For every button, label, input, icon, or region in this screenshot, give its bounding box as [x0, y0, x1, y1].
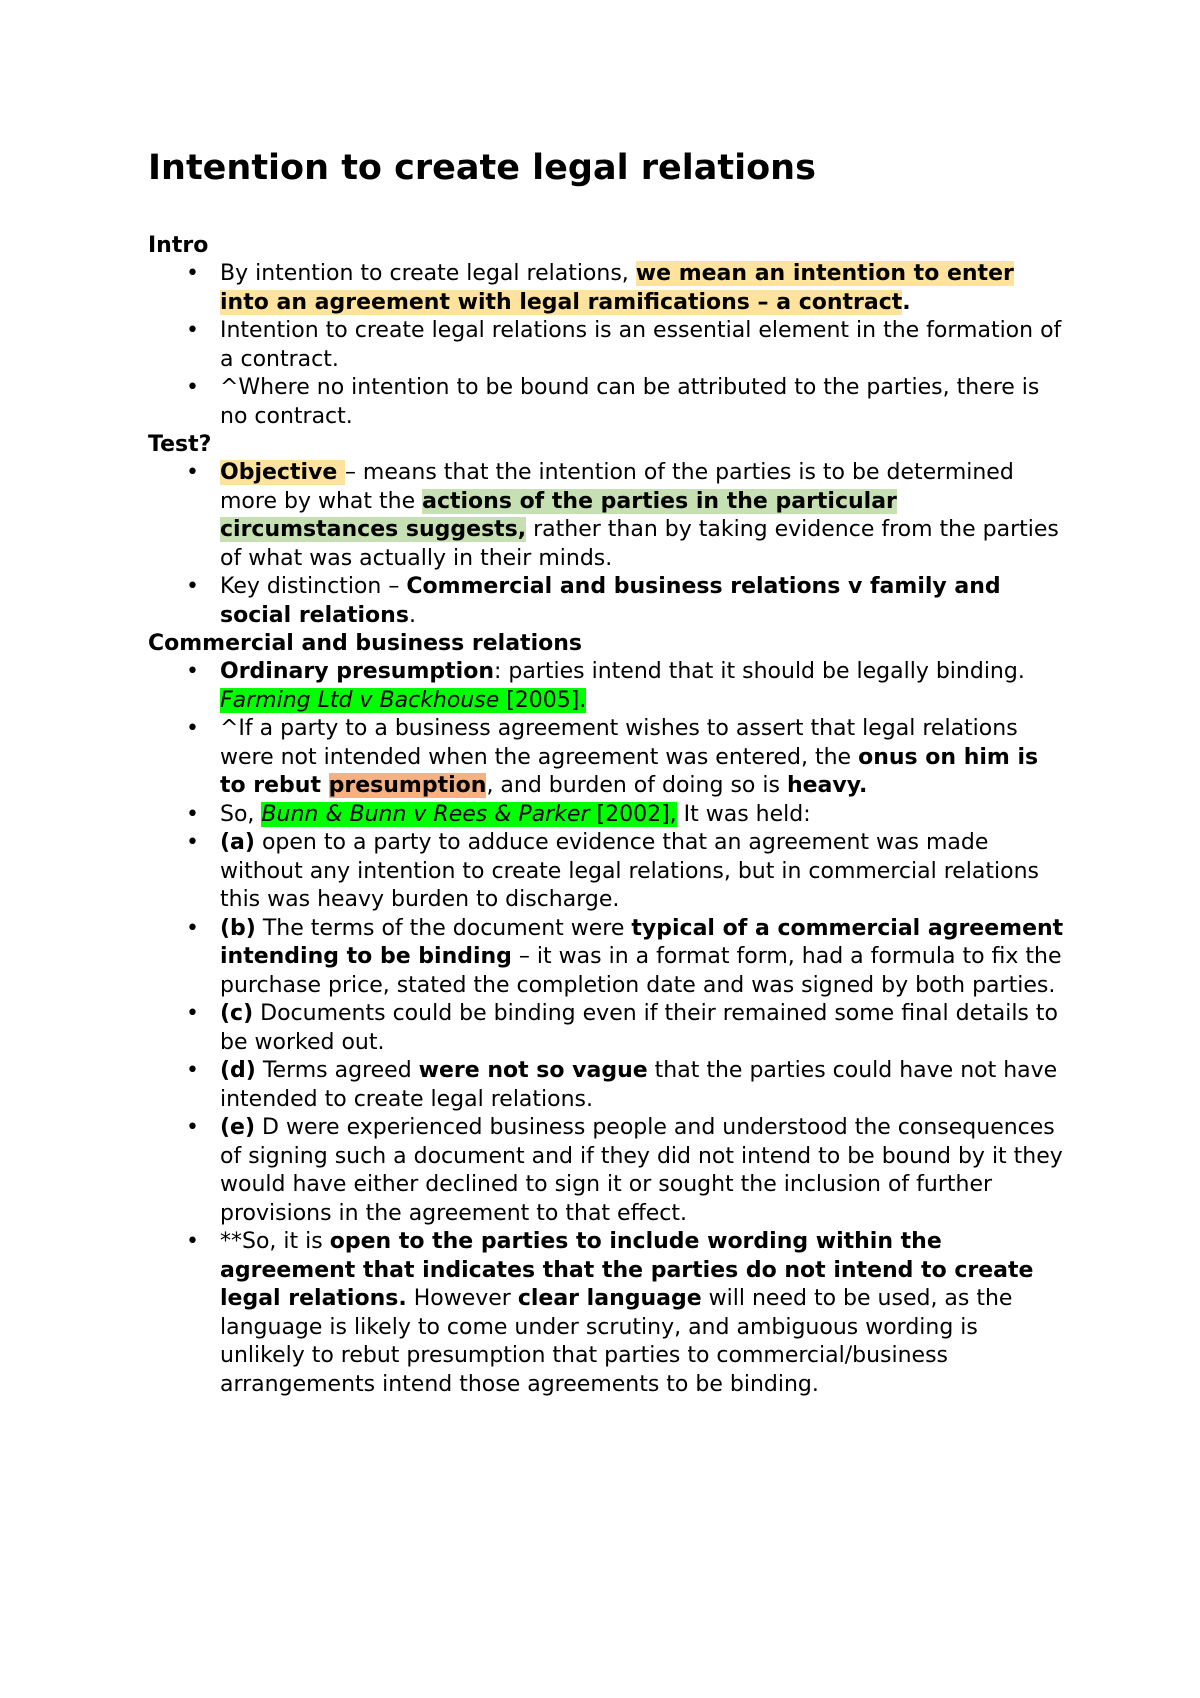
item-text: It was held: [676, 801, 811, 827]
list-item [148, 801, 1068, 830]
item-text: **So, it is [220, 1229, 330, 1254]
item-text: Documents could be binding even if their remained some final details to be worked out. [220, 1001, 1058, 1055]
list-item [148, 260, 1068, 317]
document-body [148, 146, 1068, 1399]
case-name: Bunn & Bunn v Rees & Parker [261, 801, 590, 827]
bullet-icon: • [186, 1229, 199, 1254]
case-name: Farming Ltd v Backhouse [220, 687, 500, 713]
list-item [148, 1057, 1068, 1114]
item-text: Key distinction – [220, 574, 407, 599]
list-item [148, 658, 1068, 715]
section-heading-commercial: Commercial and business relations [148, 631, 582, 656]
list-item [148, 573, 1068, 630]
bold-text: clear language [517, 1286, 702, 1311]
highlighted-text: actions of the parties in the particular circumstances suggests, [220, 488, 897, 542]
bullet-icon: • [186, 830, 199, 855]
highlighted-text: we mean an intention to enter into an agreement with legal ramifications – a contract [220, 261, 1014, 315]
bold-text: heavy. [786, 773, 868, 798]
bullet-icon: • [186, 1001, 199, 1026]
bold-text: Ordinary presumption [220, 659, 494, 684]
test-list [148, 459, 1068, 630]
page-title: Intention to create legal relations [148, 148, 816, 188]
item-text: – means that the intention of the parties is to be determined more by what the [220, 460, 1014, 514]
bold-text: open to the parties to include wording within the agreement that indicates that the parties do not intend to create legal relations. [220, 1229, 1034, 1311]
item-text: However [406, 1286, 518, 1311]
bullet-icon: • [186, 261, 199, 286]
bullet-icon: • [186, 375, 199, 400]
item-text: open to a party to adduce evidence that an agreement was made without any intention to create legal relations, but in commercial relations this was heavy burden to discharge. [220, 830, 1039, 912]
section-heading-test: Test? [148, 432, 212, 457]
list-item [148, 374, 1068, 431]
item-text: ^Where no intention to be bound can be attributed to the parties, there is no contract. [220, 375, 1040, 429]
list-item [148, 915, 1068, 1001]
list-item [148, 1000, 1068, 1057]
intro-list [148, 260, 1068, 431]
list-item [148, 829, 1068, 915]
item-text: Terms agreed [255, 1058, 419, 1083]
bullet-icon: • [186, 318, 199, 343]
bullet-icon: • [186, 716, 199, 741]
item-label: (d) [220, 1058, 256, 1083]
item-text: that the parties could have not have intended to create legal relations. [220, 1058, 1058, 1112]
item-label: (c) [220, 1001, 254, 1026]
item-label: (a) [220, 830, 255, 855]
item-text: – it was in a format form, had a formula to fix the purchase price, stated the completion date and was signed by both parties. [220, 944, 1062, 998]
bullet-icon: • [186, 574, 199, 599]
section-heading-intro: Intro [148, 233, 209, 258]
bullet-icon: • [186, 1115, 199, 1140]
list-item [148, 715, 1068, 801]
highlighted-text: Objective [220, 460, 345, 485]
case-year: [2005]. [499, 687, 587, 713]
bullet-icon: • [186, 460, 199, 485]
list-item [148, 1114, 1068, 1228]
item-text: , and burden of doing so is [486, 773, 787, 798]
commercial-list [148, 658, 1068, 1399]
highlighted-text: presumption [328, 773, 487, 798]
list-item [148, 459, 1068, 573]
bullet-icon: • [186, 915, 199, 941]
bullet-icon: • [186, 1058, 199, 1083]
item-label: (b) [220, 915, 256, 941]
item-label: (e) [220, 1115, 256, 1140]
bullet-icon: • [186, 659, 199, 684]
item-text: ^If a party to a business agreement wishes to assert that legal relations were not intended when the agreement was entered, the [220, 716, 1018, 770]
item-text: Intention to create legal relations is an essential element in the formation of a contract. [220, 318, 1062, 372]
bold-text: onus on him is to rebut [220, 744, 1039, 798]
item-text: : parties intend that it should be legally binding. [493, 659, 1025, 684]
item-text: . [408, 602, 416, 628]
item-text: rather than by taking evidence from the parties of what was actually in their minds. [220, 517, 1059, 571]
item-text: The terms of the document were [255, 915, 632, 941]
item-text: D were experienced business people and understood the consequences of signing such a document and if they did not intend to be bound by it they would have either declined to sign it or sought the inclusion of further provisions in the agreement to that effect. [220, 1115, 1063, 1226]
item-text: will need to be used, as the language is likely to come under scrutiny, and ambiguous wording is unlikely to rebut presumption that parties to commercial/business arrangements intend those agreements to be binding. [220, 1286, 1013, 1397]
item-text: By intention to create legal relations, [220, 261, 636, 286]
case-year: [2002], [589, 801, 677, 827]
list-item [148, 1228, 1068, 1399]
bold-text: typical of a commercial agreement intending to be binding [220, 915, 1064, 969]
item-text: . [902, 289, 911, 315]
item-text: So, [220, 801, 262, 827]
bullet-icon: • [186, 801, 199, 827]
bold-text: Commercial and business relations v family and social relations [220, 574, 1001, 628]
list-item [148, 317, 1068, 374]
bold-text: were not so vague [418, 1058, 648, 1083]
